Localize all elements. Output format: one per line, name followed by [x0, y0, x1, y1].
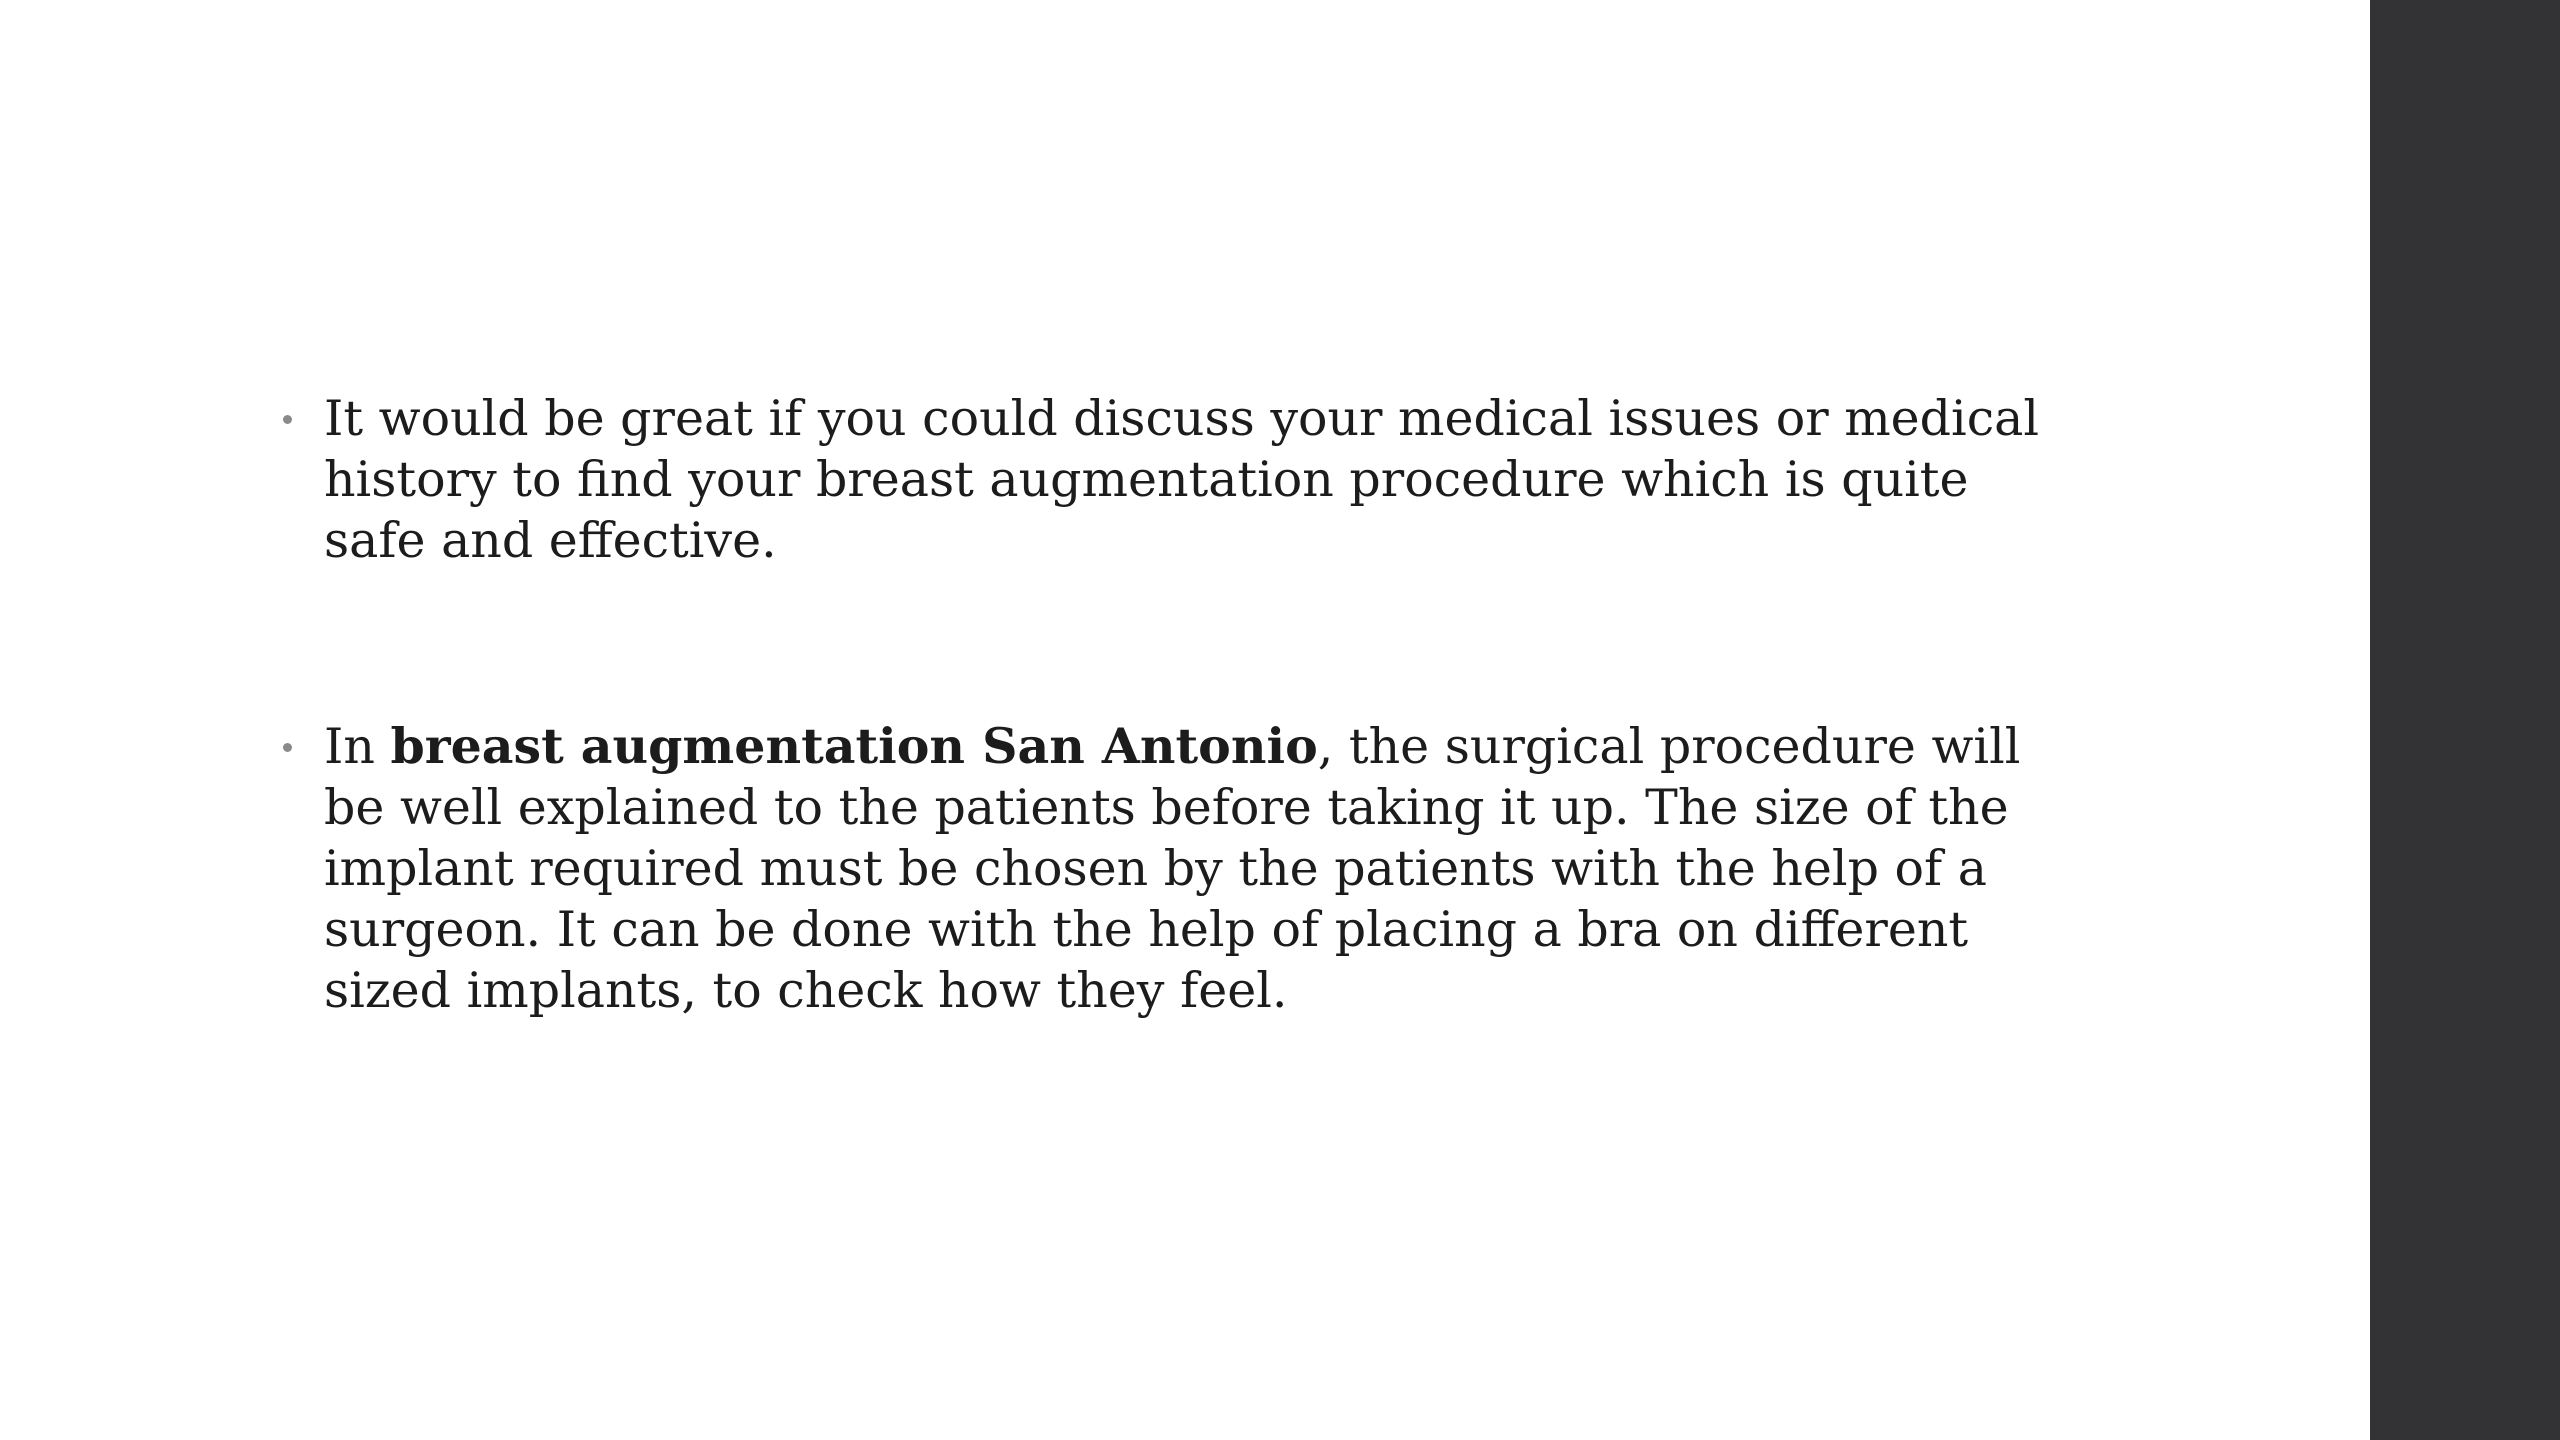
bullet-item [278, 388, 2078, 571]
side-bar [2370, 0, 2560, 1440]
bullet-text-bold: breast augmentation San Antonio [390, 717, 1318, 775]
bullet-dot-icon [283, 415, 292, 424]
bullet-item [278, 716, 2078, 1021]
bullet-text-suffix: , the surgical procedure will be well explained to the patients before taking it up. The size of the implant required must be chosen by the patients with the help of a surgeon. It can be done with the help of placing a bra on different sized implants, to check how they feel. [324, 718, 2021, 1019]
slide-content [278, 388, 2078, 1021]
bullet-text-prefix: In [324, 718, 391, 775]
bullet-dot-icon [283, 743, 292, 752]
bullet-text: It would be great if you could discuss your medical issues or medical history to find your breast augmentation procedure which is quite safe and effective. [324, 390, 2040, 569]
